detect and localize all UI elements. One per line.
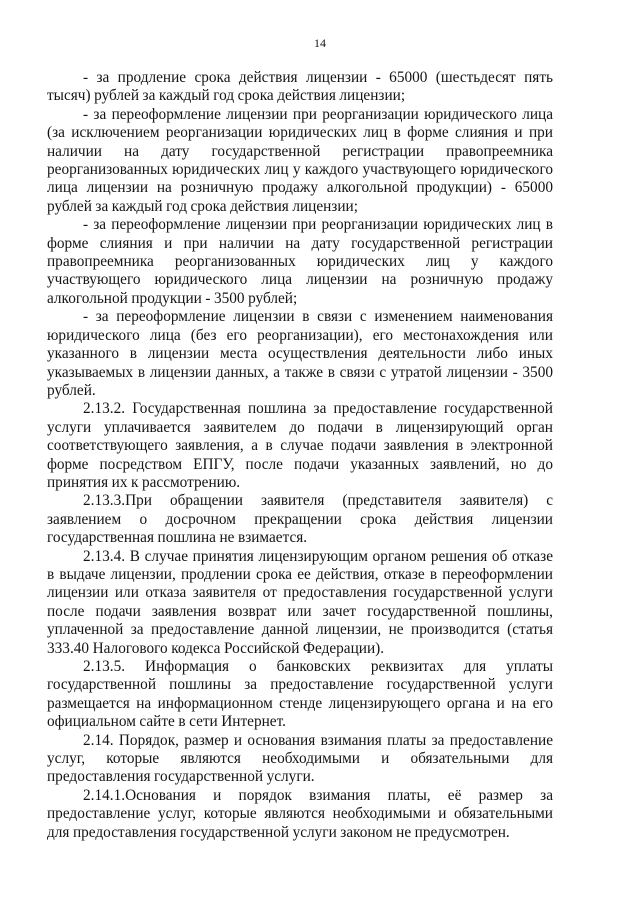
paragraph-2-14: 2.14. Порядок, размер и основания взимания платы за предоставление услуг, которые являются необходимыми и обязательными для предоставления государственной услуги. [47,731,553,786]
paragraph-merger-fee: - за переоформление лицензии при реорганизации юридических лиц в форме слияния и при наличии на дату государственной регистрации правопреемника реорганизованных юридических лиц у каждого участвующего юридического лица лицензии на розничную продажу алкогольной продукции - 3500 рублей; [47,216,553,307]
paragraph-2-13-3: 2.13.3.При обращении заявителя (представителя заявителя) с заявлением о досрочном прекращении срока действия лицензии государственная пошлина не взимается. [47,492,553,547]
page-number: 14 [314,36,326,50]
paragraph-2-14-1: 2.14.1.Основания и порядок взимания платы, её размер за предоставление услуг, которые являются необходимыми и обязательными для предоставления государственной услуги законом не предусмотрен. [47,786,553,841]
paragraph-name-change-fee: - за переоформление лицензии в связи с изменением наименования юридического лица (без его реорганизации), его местонахождения или указанного в лицензии места осуществления деятельности либо иных указываемых в лицензии данных, а также в связи с утратой лицензии - 3500 рублей. [47,308,553,399]
paragraph-renewal-fee: - за продление срока действия лицензии - 65000 (шестьдесят пять тысяч) рублей за каждый год срока действия лицензии; [47,69,553,105]
paragraph-reorganization-fee: - за переоформление лицензии при реорганизации юридического лица (за исключением реорганизации юридических лиц в форме слияния и при наличии на дату государственной регистрации правопреемника реорганизованных юридических лиц у каждого участвующего юридического лица лицензии на розничную продажу алкогольной продукции) - 65000 рублей за каждый год срока действия лицензии; [47,105,553,215]
paragraph-2-13-4: 2.13.4. В случае принятия лицензирующим органом решения об отказе в выдаче лицензии, продлении срока ее действия, отказе в переоформлении лицензии или отказа заявителя от предоставления государственной услуги после подачи заявления возврат или зачет государственной пошлины, уплаченной за предоставление данной лицензии, не производится (статья 333.40 Налогового кодекса Российской Федерации). [47,547,553,657]
paragraph-2-13-2: 2.13.2. Государственная пошлина за предоставление государственной услуги уплачивается заявителем до подачи в лицензирующий орган соответствующего заявления, а в случае подачи заявления в электронной форме посредством ЕПГУ, после подачи указанных заявлений, но до принятия их к рассмотрению. [47,400,553,491]
paragraph-2-13-5: 2.13.5. Информация о банковских реквизитах для уплаты государственной пошлины за предоставление государственной услуги размещается на информационном стенде лицензирующего органа и на его официальном сайте в сети Интернет. [47,658,553,731]
document-body [47,69,553,842]
